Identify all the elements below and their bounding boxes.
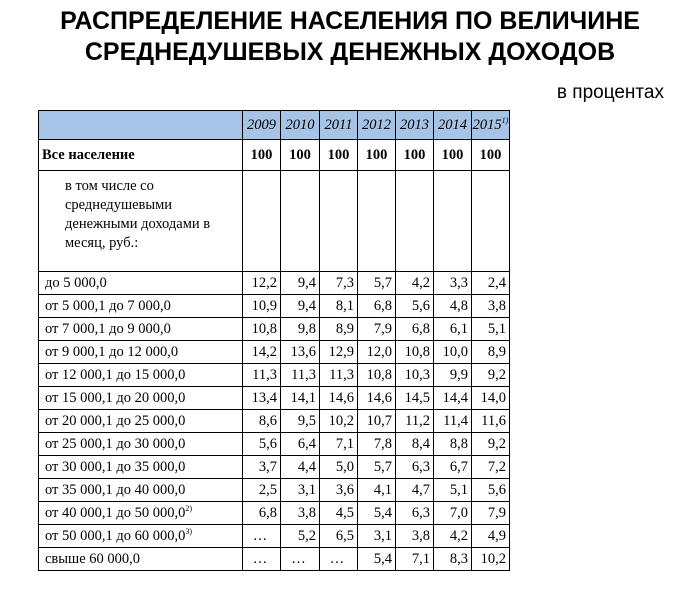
row-label: от 50 000,1 до 60 000,0 xyxy=(45,527,186,544)
row-label-cell xyxy=(39,318,243,341)
year-header xyxy=(320,111,358,140)
empty-cell xyxy=(320,171,358,272)
income-distribution-table xyxy=(38,110,510,571)
value-cell: 4,1 xyxy=(358,479,396,502)
year-label: 2011 xyxy=(324,116,353,133)
value-cell: 13,6 xyxy=(281,341,320,364)
value-cell: 8,6 xyxy=(243,410,281,433)
row-label: от 40 000,1 до 50 000,0 xyxy=(45,504,186,521)
value-cell: 12,0 xyxy=(358,341,396,364)
value-cell: 6,7 xyxy=(434,456,472,479)
table-row xyxy=(39,364,510,387)
value-cell: 8,8 xyxy=(434,433,472,456)
total-value: 100 xyxy=(396,140,434,171)
value-cell: 9,9 xyxy=(434,364,472,387)
row-label-cell xyxy=(39,433,243,456)
value-cell: 4,5 xyxy=(320,502,358,525)
total-value: 100 xyxy=(472,140,510,171)
value-cell: … xyxy=(281,548,320,571)
row-label-cell xyxy=(39,502,243,525)
header-corner-cell xyxy=(39,111,243,140)
year-label: 2012 xyxy=(362,116,391,133)
value-cell: 8,9 xyxy=(320,318,358,341)
year-label: 2010 xyxy=(285,116,315,133)
value-cell: 6,3 xyxy=(396,502,434,525)
value-cell: 11,6 xyxy=(472,410,510,433)
subheading-row xyxy=(39,171,510,272)
value-cell: … xyxy=(320,548,358,571)
value-cell: 7,3 xyxy=(320,272,358,295)
table-row xyxy=(39,525,510,548)
header-row xyxy=(39,111,510,140)
row-label-cell xyxy=(39,341,243,364)
row-label: от 25 000,1 до 30 000,0 xyxy=(45,435,186,452)
value-cell: 3,1 xyxy=(358,525,396,548)
value-cell: 6,5 xyxy=(320,525,358,548)
value-cell: 8,9 xyxy=(472,341,510,364)
value-cell: 3,8 xyxy=(396,525,434,548)
table-row xyxy=(39,295,510,318)
table-row xyxy=(39,272,510,295)
value-cell: 10,8 xyxy=(358,364,396,387)
value-cell: 10,2 xyxy=(472,548,510,571)
value-cell: 8,4 xyxy=(396,433,434,456)
row-label-cell xyxy=(39,272,243,295)
value-cell: 11,3 xyxy=(320,364,358,387)
value-cell: 14,2 xyxy=(243,341,281,364)
value-cell: 4,7 xyxy=(396,479,434,502)
value-cell: 11,2 xyxy=(396,410,434,433)
footnote-marker: 3) xyxy=(185,527,193,537)
total-row xyxy=(39,140,510,171)
row-label-cell xyxy=(39,364,243,387)
empty-cell xyxy=(358,171,396,272)
value-cell: 3,6 xyxy=(320,479,358,502)
value-cell: 11,3 xyxy=(281,364,320,387)
value-cell: 3,1 xyxy=(281,479,320,502)
value-cell: 2,4 xyxy=(472,272,510,295)
total-value: 100 xyxy=(434,140,472,171)
year-header xyxy=(472,111,510,140)
year-label: 2014 xyxy=(438,116,467,133)
value-cell: … xyxy=(243,548,281,571)
row-label: до 5 000,0 xyxy=(45,274,107,291)
year-header xyxy=(396,111,434,140)
table-row xyxy=(39,548,510,571)
value-cell: 9,8 xyxy=(281,318,320,341)
row-label: от 9 000,1 до 12 000,0 xyxy=(45,343,179,360)
value-cell: 5,7 xyxy=(358,456,396,479)
row-label: от 5 000,1 до 7 000,0 xyxy=(45,297,171,314)
row-label: от 20 000,1 до 25 000,0 xyxy=(45,412,186,429)
footnote-marker: 1) xyxy=(501,116,509,126)
table-row xyxy=(39,456,510,479)
value-cell: 2,5 xyxy=(243,479,281,502)
value-cell: 9,2 xyxy=(472,364,510,387)
table-row xyxy=(39,410,510,433)
row-label: от 7 000,1 до 9 000,0 xyxy=(45,320,171,337)
value-cell: 10,2 xyxy=(320,410,358,433)
subheading-label: в том числе со среднедушевыми денежными доходами в месяц, руб.: xyxy=(39,171,243,272)
empty-cell xyxy=(434,171,472,272)
unit-caption: в процентах xyxy=(556,82,664,103)
value-cell: 6,1 xyxy=(434,318,472,341)
value-cell: 7,0 xyxy=(434,502,472,525)
value-cell: 14,1 xyxy=(281,387,320,410)
value-cell: 10,8 xyxy=(396,341,434,364)
value-cell: 4,9 xyxy=(472,525,510,548)
value-cell: 14,4 xyxy=(434,387,472,410)
total-value: 100 xyxy=(243,140,281,171)
value-cell: 9,5 xyxy=(281,410,320,433)
value-cell: 5,6 xyxy=(396,295,434,318)
value-cell: 3,8 xyxy=(472,295,510,318)
row-label-cell xyxy=(39,548,243,571)
value-cell: 5,6 xyxy=(243,433,281,456)
value-cell: 10,9 xyxy=(243,295,281,318)
total-value: 100 xyxy=(281,140,320,171)
value-cell: 6,8 xyxy=(243,502,281,525)
value-cell: 8,3 xyxy=(434,548,472,571)
year-label: 2009 xyxy=(247,116,276,133)
total-value: 100 xyxy=(358,140,396,171)
value-cell: 7,9 xyxy=(472,502,510,525)
footnote-marker: 2) xyxy=(185,504,193,514)
empty-cell xyxy=(472,171,510,272)
total-label: Все население xyxy=(39,140,243,171)
value-cell: 5,6 xyxy=(472,479,510,502)
year-header xyxy=(281,111,320,140)
total-value: 100 xyxy=(320,140,358,171)
value-cell: 4,2 xyxy=(434,525,472,548)
row-label: от 35 000,1 до 40 000,0 xyxy=(45,481,186,498)
value-cell: 8,1 xyxy=(320,295,358,318)
table-row xyxy=(39,502,510,525)
value-cell: 5,0 xyxy=(320,456,358,479)
table-row xyxy=(39,479,510,502)
value-cell: 3,3 xyxy=(434,272,472,295)
value-cell: 12,9 xyxy=(320,341,358,364)
value-cell: 6,8 xyxy=(358,295,396,318)
row-label: свыше 60 000,0 xyxy=(45,550,141,567)
value-cell: 13,4 xyxy=(243,387,281,410)
value-cell: 14,6 xyxy=(320,387,358,410)
value-cell: 5,1 xyxy=(472,318,510,341)
year-header xyxy=(434,111,472,140)
value-cell: 7,9 xyxy=(358,318,396,341)
value-cell: 7,2 xyxy=(472,456,510,479)
value-cell: 14,5 xyxy=(396,387,434,410)
value-cell: … xyxy=(243,525,281,548)
empty-cell xyxy=(281,171,320,272)
title-line-1: РАСПРЕДЕЛЕНИЕ НАСЕЛЕНИЯ ПО ВЕЛИЧИНЕ xyxy=(60,7,640,35)
value-cell: 4,4 xyxy=(281,456,320,479)
table-row xyxy=(39,318,510,341)
value-cell: 7,8 xyxy=(358,433,396,456)
row-label: от 30 000,1 до 35 000,0 xyxy=(45,458,186,475)
year-header xyxy=(358,111,396,140)
value-cell: 5,1 xyxy=(434,479,472,502)
value-cell: 5,2 xyxy=(281,525,320,548)
value-cell: 10,8 xyxy=(243,318,281,341)
value-cell: 7,1 xyxy=(320,433,358,456)
page-title xyxy=(0,6,700,68)
value-cell: 11,3 xyxy=(243,364,281,387)
value-cell: 7,1 xyxy=(396,548,434,571)
row-label-cell xyxy=(39,410,243,433)
row-label: от 12 000,1 до 15 000,0 xyxy=(45,366,186,383)
value-cell: 5,4 xyxy=(358,502,396,525)
table-row xyxy=(39,433,510,456)
year-label: 2013 xyxy=(400,116,429,133)
value-cell: 10,3 xyxy=(396,364,434,387)
table-row xyxy=(39,341,510,364)
row-label: от 15 000,1 до 20 000,0 xyxy=(45,389,186,406)
row-label-cell xyxy=(39,525,243,548)
value-cell: 11,4 xyxy=(434,410,472,433)
row-label-cell xyxy=(39,479,243,502)
row-label-cell xyxy=(39,456,243,479)
value-cell: 10,7 xyxy=(358,410,396,433)
value-cell: 14,0 xyxy=(472,387,510,410)
value-cell: 3,7 xyxy=(243,456,281,479)
value-cell: 3,8 xyxy=(281,502,320,525)
value-cell: 9,4 xyxy=(281,295,320,318)
table-row xyxy=(39,387,510,410)
empty-cell xyxy=(396,171,434,272)
value-cell: 5,4 xyxy=(358,548,396,571)
value-cell: 9,4 xyxy=(281,272,320,295)
value-cell: 9,2 xyxy=(472,433,510,456)
row-label-cell xyxy=(39,295,243,318)
empty-cell xyxy=(243,171,281,272)
row-label-cell xyxy=(39,387,243,410)
value-cell: 10,0 xyxy=(434,341,472,364)
value-cell: 14,6 xyxy=(358,387,396,410)
year-header xyxy=(243,111,281,140)
title-line-2: СРЕДНЕДУШЕВЫХ ДЕНЕЖНЫХ ДОХОДОВ xyxy=(84,38,616,66)
value-cell: 12,2 xyxy=(243,272,281,295)
year-label: 2015 xyxy=(472,116,502,133)
value-cell: 4,2 xyxy=(396,272,434,295)
value-cell: 6,3 xyxy=(396,456,434,479)
value-cell: 6,8 xyxy=(396,318,434,341)
value-cell: 4,8 xyxy=(434,295,472,318)
value-cell: 6,4 xyxy=(281,433,320,456)
value-cell: 5,7 xyxy=(358,272,396,295)
